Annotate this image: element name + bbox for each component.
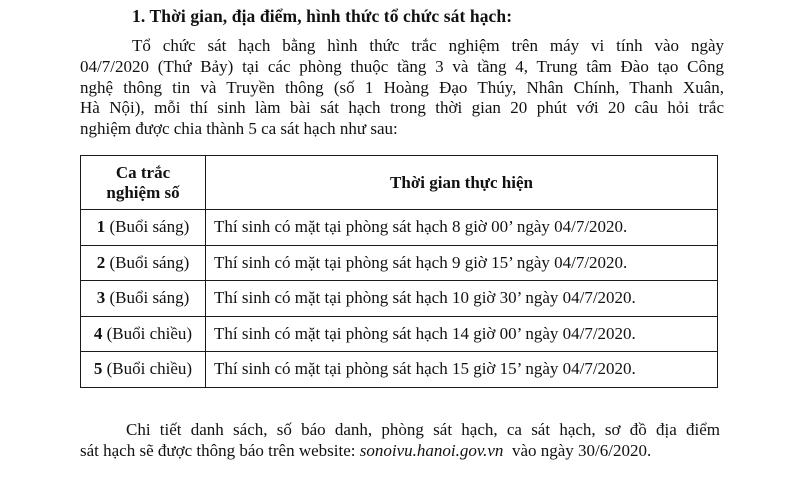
session-number: 3 bbox=[96, 288, 106, 308]
session-cell bbox=[81, 245, 206, 281]
closing-suffix: vào ngày 30/6/2020. bbox=[503, 441, 652, 460]
table-row bbox=[81, 281, 718, 317]
session-cell bbox=[81, 210, 206, 246]
intro-paragraph bbox=[80, 36, 724, 140]
intro-line: Tổ chức sát hạch bằng hình thức trắc nghiệm trên máy vi tính vào ngày bbox=[132, 36, 724, 55]
closing-line-2 bbox=[80, 440, 720, 461]
session-number: 2 bbox=[96, 252, 106, 272]
time-cell: Thí sinh có mặt tại phòng sát hạch 10 giờ 30’ ngày 04/7/2020. bbox=[206, 281, 718, 317]
session-header-line1: Ca trắc bbox=[115, 162, 171, 182]
table-row bbox=[81, 245, 718, 281]
closing-prefix: sát hạch sẽ được thông báo trên website: bbox=[80, 441, 360, 460]
time-cell: Thí sinh có mặt tại phòng sát hạch 14 giờ 00’ ngày 04/7/2020. bbox=[206, 316, 718, 352]
time-cell: Thí sinh có mặt tại phòng sát hạch 9 giờ 15’ ngày 04/7/2020. bbox=[206, 245, 718, 281]
table-row bbox=[81, 316, 718, 352]
intro-line: 04/7/2020 (Thứ Bảy) tại các phòng thuộc tầng 3 và tầng 4, Trung tâm Đào tạo Công bbox=[80, 56, 724, 76]
time-column-header: Thời gian thực hiện bbox=[206, 156, 718, 210]
session-number: 5 bbox=[93, 359, 103, 379]
session-period: (Buổi chiều) bbox=[102, 323, 193, 343]
session-period: (Buổi chiều) bbox=[102, 359, 193, 379]
session-cell bbox=[81, 352, 206, 388]
session-cell bbox=[81, 316, 206, 352]
intro-line: Hà Nội), mỗi thí sinh làm bài sát hạch trong thời gian 20 phút với 20 câu hỏi trắc bbox=[80, 98, 724, 118]
session-number: 4 bbox=[93, 323, 103, 343]
session-period: (Buổi sáng) bbox=[105, 252, 190, 272]
table-row bbox=[81, 210, 718, 246]
website-link[interactable]: sonoivu.hanoi.gov.vn bbox=[359, 441, 504, 460]
intro-line: nghiệm được chia thành 5 ca sát hạch như sau: bbox=[80, 119, 398, 139]
time-cell: Thí sinh có mặt tại phòng sát hạch 15 giờ 15’ ngày 04/7/2020. bbox=[206, 352, 718, 388]
closing-line: Chi tiết danh sách, số báo danh, phòng sát hạch, ca sát hạch, sơ đồ địa điểm bbox=[126, 420, 720, 439]
session-header-line2: nghiệm số bbox=[106, 182, 180, 202]
table-header-row bbox=[81, 156, 718, 210]
intro-line: nghệ thông tin và Truyền thông (số 1 Hoàng Đạo Thúy, Nhân Chính, Thanh Xuân, bbox=[80, 77, 724, 97]
table-row bbox=[81, 352, 718, 388]
session-column-header bbox=[81, 156, 206, 210]
time-cell: Thí sinh có mặt tại phòng sát hạch 8 giờ 00’ ngày 04/7/2020. bbox=[206, 210, 718, 246]
exam-schedule-table bbox=[80, 155, 718, 388]
session-period: (Buổi sáng) bbox=[105, 288, 190, 308]
session-period: (Buổi sáng) bbox=[105, 217, 190, 237]
section-heading: 1. Thời gian, địa điểm, hình thức tổ chức sát hạch: bbox=[132, 6, 513, 26]
session-cell bbox=[81, 281, 206, 317]
closing-paragraph bbox=[80, 419, 720, 461]
session-number: 1 bbox=[96, 217, 106, 237]
